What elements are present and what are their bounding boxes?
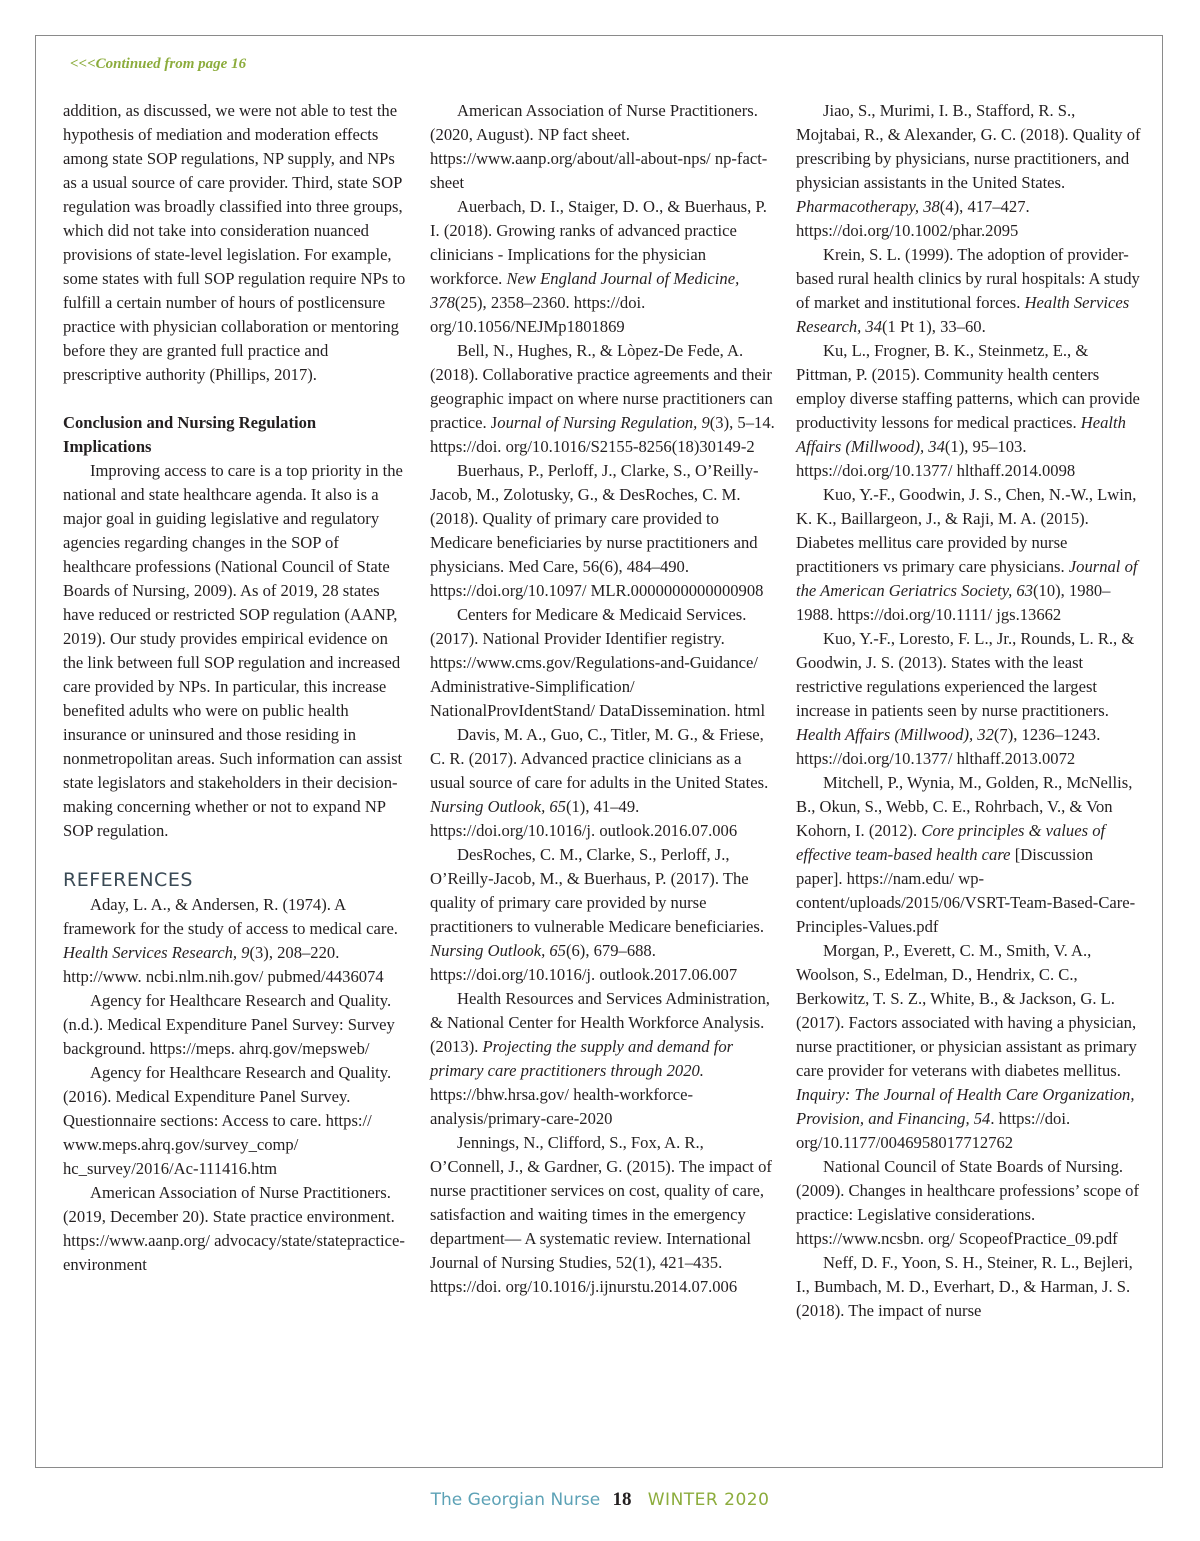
reference-entry: Buerhaus, P., Perloff, J., Clarke, S., O’Reilly-Jacob, M., Zolotusky, G., & DesRoches, C. M. (2018). Quality of primary care provided to Medicare beneficiaries by nurse practitioners and physicians. Med Care, 56(6), 484–490. https://doi.org/10.1097/ MLR.0000000000000908: [430, 461, 764, 600]
magazine-title: The Georgian Nurse: [430, 1490, 601, 1510]
reference-entry: American Association of Nurse Practitioners. (2019, December 20). State practice environment. https://www.aanp.org/ advocacy/state/statepractice-environment: [63, 1183, 405, 1274]
reference-list: [63, 893, 408, 1277]
reference-entry: DesRoches, C. M., Clarke, S., Perloff, J., O’Reilly-Jacob, M., & Buerhaus, P. (2017). The quality of primary care provided by nurse practitioners to vulnerable Medicare beneficiaries. Nursing Outlook, 65(6), 679–688. https://doi.org/10.1016/j. outlook.2017.06.007: [430, 845, 765, 984]
page-number: 18: [612, 1489, 632, 1510]
reference-entry: Aday, L. A., & Andersen, R. (1974). A framework for the study of access to medical care. Health Services Research, 9(3), 208–220. http://www. ncbi.nlm.nih.gov/ pubmed/4436074: [63, 895, 398, 986]
issue-label: WINTER 2020: [647, 1490, 770, 1510]
reference-list: [796, 99, 1141, 1323]
reference-entry: Health Resources and Services Administration, & National Center for Health Workforce Analysis. (2013). Projecting the supply and demand for primary care practitioners through 2020. https://bhw.hrsa.gov/ health-workforce-analysis/primary-care-2020: [430, 989, 770, 1128]
reference-list: [430, 99, 775, 1299]
reference-entry: Bell, N., Hughes, R., & Lòpez-De Fede, A. (2018). Collaborative practice agreements and their geographic impact on where nurse practitioners can practice. Journal of Nursing Regulation, 9(3), 5–14. https://doi. org/10.1016/S2155-8256(18)30149-2: [430, 341, 775, 456]
reference-entry: Auerbach, D. I., Staiger, D. O., & Buerhaus, P. I. (2018). Growing ranks of advanced practice clinicians - Implications for the physician workforce. New England Journal of Medicine, 378(25), 2358–2360. https://doi. org/10.1056/NEJMp1801869: [430, 197, 767, 336]
reference-entry: Krein, S. L. (1999). The adoption of provider-based rural health clinics by rural hospitals: A study of market and institutional forces. Health Services Research, 34(1 Pt 1), 33–60.: [796, 245, 1140, 336]
reference-entry: National Council of State Boards of Nursing. (2009). Changes in healthcare professions’ scope of practice: Legislative considerations. https://www.ncsbn. org/ ScopeofPractice_09.pdf: [796, 1157, 1139, 1248]
column-1: [63, 99, 408, 1277]
reference-entry: Jennings, N., Clifford, S., Fox, A. R., O’Connell, J., & Gardner, G. (2015). The impact of nurse practitioner services on cost, quality of care, satisfaction and waiting times in the emergency department— A systematic review. International Journal of Nursing Studies, 52(1), 421–435. https://doi. org/10.1016/j.ijnurstu.2014.07.006: [430, 1133, 772, 1296]
reference-entry: Centers for Medicare & Medicaid Services. (2017). National Provider Identifier registry. https://www.cms.gov/Regulations-and-Guidance/ Administrative-Simplification/ NationalProvIdentStand/ DataDissemination. html: [430, 605, 766, 720]
body-paragraph: addition, as discussed, we were not able to test the hypothesis of mediation and moderation effects among state SOP regulations, NP supply, and NPs as a usual source of care provider. Third, state SOP regulation was broadly classified into three groups, which did not take into consideration nuanced provisions of state-level legislation. For example, some states with full SOP regulation require NPs to fulfill a certain number of hours of postlicensure practice with physician collaboration or mentoring before they are granted full practice and prescriptive authority (Phillips, 2017).: [63, 101, 406, 384]
reference-entry: Mitchell, P., Wynia, M., Golden, R., McNellis, B., Okun, S., Webb, C. E., Rohrbach, V., & Von Kohorn, I. (2012). Core principles & values of effective team-based health care [Discussion paper]. https://nam.edu/ wp-content/uploads/2015/06/VSRT-Team-Based-Care-Principles-Values.pdf: [796, 773, 1136, 936]
reference-entry: Agency for Healthcare Research and Quality. (n.d.). Medical Expenditure Panel Survey: Survey background. https://meps. ahrq.gov/mepsweb/: [63, 991, 395, 1058]
reference-entry: Neff, D. F., Yoon, S. H., Steiner, R. L., Bejleri, I., Bumbach, M. D., Everhart, D., & Harman, J. S. (2018). The impact of nurse: [796, 1253, 1133, 1320]
reference-entry: Kuo, Y.-F., Loresto, F. L., Jr., Rounds, L. R., & Goodwin, J. S. (2013). States with the least restrictive regulations experienced the largest increase in patients seen by nurse practitioners. Health Affairs (Millwood), 32(7), 1236–1243. https://doi.org/10.1377/ hlthaff.2013.0072: [796, 629, 1135, 768]
reference-entry: Davis, M. A., Guo, C., Titler, M. G., & Friese, C. R. (2017). Advanced practice clinicians as a usual source of care for adults in the United States. Nursing Outlook, 65(1), 41–49. https://doi.org/10.1016/j. outlook.2016.07.006: [430, 725, 769, 840]
reference-entry: Agency for Healthcare Research and Quality. (2016). Medical Expenditure Panel Survey. Questionnaire sections: Access to care. https:// www.meps.ahrq.gov/survey_comp/ hc_survey/2016/Ac-111416.htm: [63, 1063, 392, 1178]
reference-entry: Kuo, Y.-F., Goodwin, J. S., Chen, N.-W., Lwin, K. K., Baillargeon, J., & Raji, M. A. (2015). Diabetes mellitus care provided by nurse practitioners vs primary care physicians. Journal of the American Geriatrics Society, 63(10), 1980–1988. https://doi.org/10.1111/ jgs.13662: [796, 485, 1138, 624]
body-paragraph: Improving access to care is a top priority in the national and state healthcare agenda. It also is a major goal in guiding legislative and regulatory agencies regarding changes in the SOP of healthcare professions (National Council of State Boards of Nursing, 2009). As of 2019, 28 states have reduced or restricted SOP regulation (AANP, 2019). Our study provides empirical evidence on the link between full SOP regulation and increased care provided by NPs. In particular, this increase benefited adults who were on public health insurance or uninsured and those residing in nonmetropolitan areas. Such information can assist state legislators and stakeholders in their decision-making concerning whether or not to expand NP SOP regulation.: [63, 461, 403, 840]
reference-entry: Morgan, P., Everett, C. M., Smith, V. A., Woolson, S., Edelman, D., Hendrix, C. C., Berkowitz, T. S. Z., White, B., & Jackson, G. L. (2017). Factors associated with having a physician, nurse practitioner, or physician assistant as primary care provider for veterans with diabetes mellitus. Inquiry: The Journal of Health Care Organization, Provision, and Financing, 54. https://doi. org/10.1177/0046958017712762: [796, 941, 1137, 1152]
references-heading: REFERENCES: [63, 869, 193, 891]
page-footer: [0, 1489, 1200, 1511]
column-2: [430, 99, 775, 1299]
section-heading: Conclusion and Nursing Regulation Implications: [63, 413, 317, 456]
column-3: [796, 99, 1141, 1323]
reference-entry: Ku, L., Frogner, B. K., Steinmetz, E., & Pittman, P. (2015). Community health centers employ diverse staffing patterns, which can provide productivity lessons for medical practices. Health Affairs (Millwood), 34(1), 95–103. https://doi.org/10.1377/ hlthaff.2014.0098: [796, 341, 1140, 480]
reference-entry: Jiao, S., Murimi, I. B., Stafford, R. S., Mojtabai, R., & Alexander, G. C. (2018). Quality of prescribing by physicians, nurse practitioners, and physician assistants in the United States. Pharmacotherapy, 38(4), 417–427. https://doi.org/10.1002/phar.2095: [796, 101, 1141, 240]
continued-note: <<<Continued from page 16: [70, 56, 247, 72]
reference-entry: American Association of Nurse Practitioners. (2020, August). NP fact sheet. https://www.aanp.org/about/all-about-nps/ np-fact-sheet: [430, 101, 768, 192]
